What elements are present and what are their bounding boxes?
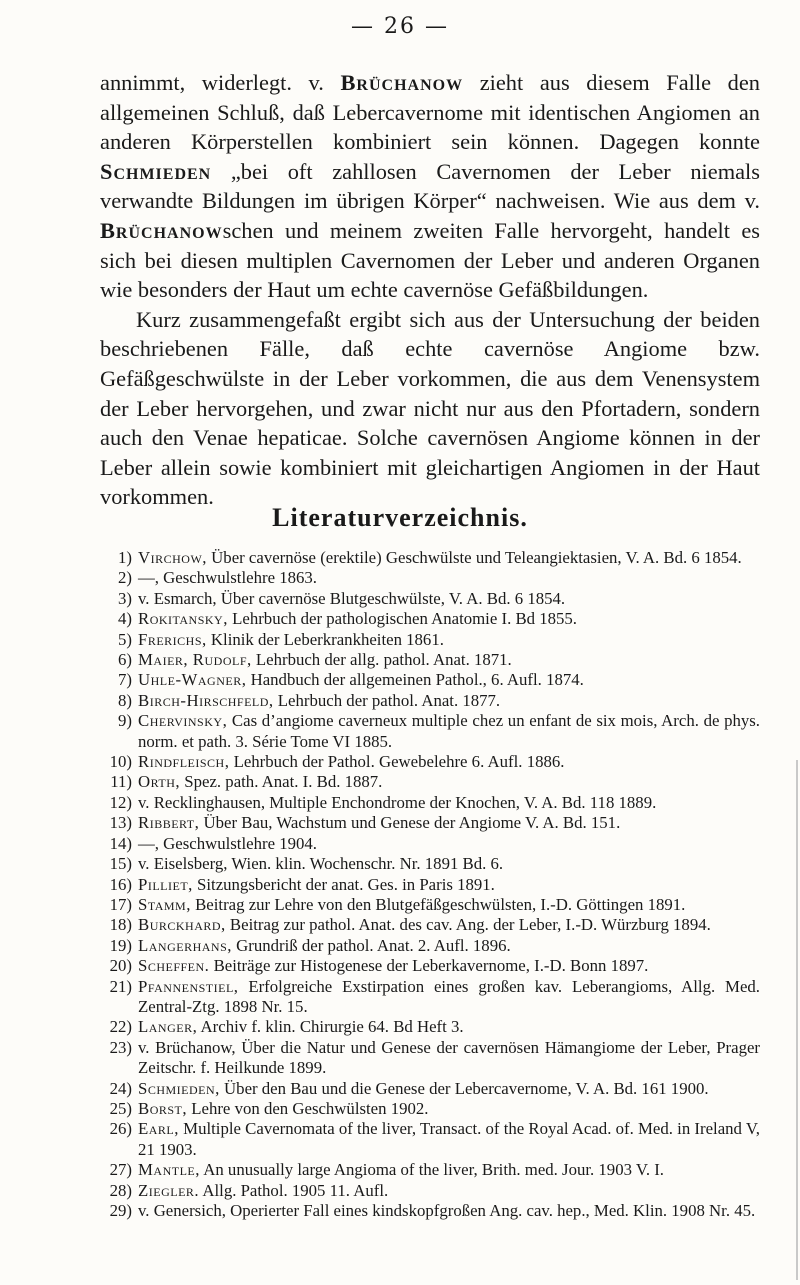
reference-text: Archiv f. klin. Chirurgie 64. Bd Heft 3.: [197, 1017, 464, 1037]
reference-author: Schmieden,: [138, 1078, 220, 1098]
reference-item: [100, 813, 760, 833]
reference-number: 1): [118, 548, 132, 567]
reference-text: v. Esmarch, Über cavernöse Blutgeschwülste, V. A. Bd. 6 1854.: [138, 588, 566, 608]
body-text: [100, 68, 760, 512]
reference-item: [100, 1181, 760, 1201]
paragraph: [100, 68, 760, 305]
reference-text: Spez. path. Anat. I. Bd. 1887.: [180, 772, 383, 792]
reference-number: 20): [109, 956, 132, 976]
reference-number: 14): [109, 833, 132, 853]
reference-number: 4): [118, 609, 132, 629]
reference-text: Über cavernöse (erektile) Geschwülste und Teleangiektasien, V. A. Bd. 6 1854.: [206, 548, 742, 567]
reference-number: 3): [118, 588, 132, 608]
reference-text: —, Geschwulstlehre 1863.: [138, 568, 317, 588]
reference-item: [100, 793, 760, 813]
reference-text: v. Eiselsberg, Wien. klin. Wochenschr. Nr. 1891 Bd. 6.: [138, 854, 504, 874]
reference-item: [100, 752, 760, 772]
reference-text: v. Brüchanow, Über die Natur und Genese der cavernösen Hämangiome der Leber, Prager Zeitschr. f. Heilkunde 1899.: [138, 1037, 760, 1078]
reference-number: 8): [118, 690, 132, 710]
reference-text: Beitrag zur pathol. Anat. des cav. Ang. der Leber, I.-D. Würzburg 1894.: [225, 915, 711, 935]
reference-item: [100, 1079, 760, 1099]
reference-author: Pilliet,: [138, 874, 193, 894]
page-number: — 26 —: [351, 14, 449, 39]
reference-author: Virchow,: [138, 548, 207, 567]
paragraph: [100, 305, 760, 512]
reference-text: Beitrag zur Lehre von den Blutgefäßgeschwülsten, I.-D. Göttingen 1891.: [190, 894, 686, 914]
reference-item: [100, 895, 760, 915]
reference-author: Scheffen.: [138, 956, 210, 976]
reference-author: Mantle,: [138, 1160, 200, 1180]
reference-number: 17): [109, 894, 132, 914]
reference-text: Lehrbuch der Pathol. Gewebelehre 6. Aufl. 1886.: [229, 752, 565, 772]
reference-item: [100, 956, 760, 976]
reference-author: Maier, Rudolf,: [138, 650, 252, 670]
reference-text: Lehrbuch der pathologischen Anatomie I. Bd 1855.: [227, 609, 578, 629]
reference-author: Langer,: [138, 1017, 198, 1037]
reference-item: [100, 977, 760, 1018]
reference-author: Uhle-Wagner,: [138, 670, 247, 690]
reference-text: Über den Bau und die Genese der Lebercavernome, V. A. Bd. 161 1900.: [219, 1078, 709, 1098]
reference-number: 19): [109, 935, 132, 955]
reference-item: [100, 834, 760, 854]
reference-author: Burckhard,: [138, 915, 226, 935]
reference-text: Über Bau, Wachstum und Genese der Angiome V. A. Bd. 151.: [199, 813, 621, 833]
reference-text: Handbuch der allgemeinen Pathol., 6. Aufl. 1874.: [246, 670, 584, 690]
reference-text: v. Genersich, Operierter Fall eines kindskopfgroßen Ang. cav. hep., Med. Klin. 1908 Nr. 45.: [138, 1201, 756, 1220]
reference-text: Cas d’angiome caverneux multiple chez un enfant de six mois, Arch. de phys. norm. et path. 3. Série Tome VI 1885.: [138, 711, 760, 751]
reference-item: [100, 568, 760, 588]
reference-number: 10): [109, 752, 132, 772]
reference-item: [100, 650, 760, 670]
reference-author: Rokitansky,: [138, 609, 228, 629]
reference-item: [100, 936, 760, 956]
reference-author: Chervinsky,: [138, 711, 228, 731]
reference-item: [100, 1017, 760, 1037]
reference-number: 21): [109, 976, 132, 996]
reference-item: [100, 854, 760, 874]
reference-number: 5): [118, 629, 132, 649]
reference-author: Borst,: [138, 1098, 188, 1118]
reference-text: An unusually large Angioma of the liver, Brith. med. Jour. 1903 V. I.: [199, 1160, 664, 1180]
reference-text: Grundriß der pathol. Anat. 2. Aufl. 1896.: [231, 935, 511, 955]
text-run: zieht aus diesem Falle den allgemeinen Schluß, daß Lebercavernome mit identischen Angiomen an anderen Körperstellen kombiniert sein können. Dagegen konnte: [100, 70, 760, 155]
reference-item: [100, 1038, 760, 1079]
reference-item: [100, 609, 760, 629]
reference-number: 9): [118, 711, 132, 731]
reference-text: Lehre von den Geschwülsten 1902.: [187, 1098, 429, 1118]
reference-item: [100, 630, 760, 650]
reference-author: Ziegler.: [138, 1180, 200, 1200]
reference-item: [100, 670, 760, 690]
reference-number: 15): [109, 854, 132, 874]
reference-number: 22): [109, 1017, 132, 1037]
reference-text: v. Recklinghausen, Multiple Enchondrome der Knochen, V. A. Bd. 118 1889.: [138, 792, 657, 812]
reference-number: 13): [109, 813, 132, 833]
reference-list: [100, 548, 760, 1221]
reference-text: Beiträge zur Histogenese der Leberkavernome, I.-D. Bonn 1897.: [209, 956, 649, 976]
reference-number: 26): [109, 1119, 132, 1139]
reference-item: [100, 772, 760, 792]
reference-author: Pfannenstiel,: [138, 976, 239, 996]
text-run: schen und meinem zweiten Falle hervorgeht, handelt es sich bei diesen multiplen Cavernomen der Leber und anderen Organen wie besonders der Haut um echte cavernöse Gefäßbildungen.: [100, 217, 760, 303]
text-run: „bei oft zahllosen Cavernomen der Leber niemals verwandte Bildungen im übrigen Körper“ nachweisen. Wie aus dem v.: [100, 158, 760, 214]
reference-number: 6): [118, 650, 132, 670]
reference-number: 7): [118, 670, 132, 690]
reference-author: Frerichs,: [138, 629, 207, 649]
reference-text: Allg. Pathol. 1905 11. Aufl.: [199, 1180, 389, 1200]
reference-text: Erfolgreiche Exstirpation eines großen kav. Leberangioms, Allg. Med. Zentral-Ztg. 1898 Nr. 15.: [138, 976, 760, 1016]
text-run: annimmt, widerlegt. v.: [100, 70, 341, 95]
reference-item: [100, 691, 760, 711]
reference-text: Lehrbuch der pathol. Anat. 1877.: [273, 690, 501, 710]
page-edge-shadow: [796, 760, 798, 1280]
reference-author: Stamm,: [138, 894, 191, 914]
text-run: Kurz zusammengefaßt ergibt sich aus der Untersuchung der beiden beschriebenen Fälle, daß echte cavernöse Angiome bzw. Gefäßgeschwülste in der Leber vorkommen, die aus dem Venensystem der Leber hervorgehen, und zwar nicht nur aus den Pfortadern, sondern auch den Venae hepaticae. Solche cavernösen Angiome können in der Leber allein sowie kombiniert mit gleichartigen Angiomen in der Haut vorkommen.: [100, 306, 760, 510]
reference-text: Lehrbuch der allg. pathol. Anat. 1871.: [251, 650, 512, 670]
reference-item: [100, 915, 760, 935]
reference-number: 12): [109, 792, 132, 812]
reference-item: [100, 875, 760, 895]
reference-item: [100, 589, 760, 609]
reference-text: —, Geschwulstlehre 1904.: [138, 833, 317, 853]
reference-number: 2): [118, 568, 132, 588]
reference-author: Rindfleisch,: [138, 752, 230, 772]
reference-number: 28): [109, 1180, 132, 1200]
reference-number: 16): [109, 874, 132, 894]
reference-item: [100, 1099, 760, 1119]
reference-number: 11): [110, 772, 132, 792]
author-name: Brüchanow: [340, 70, 464, 95]
reference-author: Langerhans,: [138, 935, 232, 955]
reference-author: Orth,: [138, 772, 181, 792]
reference-item: [100, 1119, 760, 1160]
reference-text: Sitzungsbericht der anat. Ges. in Paris 1891.: [192, 874, 495, 894]
reference-author: Birch-Hirschfeld,: [138, 690, 274, 710]
reference-number: 24): [109, 1078, 132, 1098]
reference-number: 25): [109, 1098, 132, 1118]
author-name: Schmieden: [100, 158, 212, 184]
reference-item: [100, 1160, 760, 1180]
reference-text: Klinik der Leberkrankheiten 1861.: [206, 629, 444, 649]
reference-item: [100, 548, 760, 568]
reference-item: [100, 1201, 760, 1221]
author-name: Brüchanow: [100, 217, 223, 243]
reference-number: 27): [109, 1160, 132, 1180]
section-heading: Literaturverzeichnis.: [272, 503, 528, 532]
reference-number: 29): [109, 1201, 132, 1220]
reference-text: Multiple Cavernomata of the liver, Transact. of the Royal Acad. of. Med. in Ireland V, 21 1903.: [138, 1119, 760, 1159]
reference-author: Earl,: [138, 1119, 179, 1139]
reference-author: Ribbert,: [138, 813, 200, 833]
reference-item: [100, 711, 760, 752]
reference-number: 23): [109, 1037, 132, 1057]
reference-number: 18): [109, 915, 132, 935]
